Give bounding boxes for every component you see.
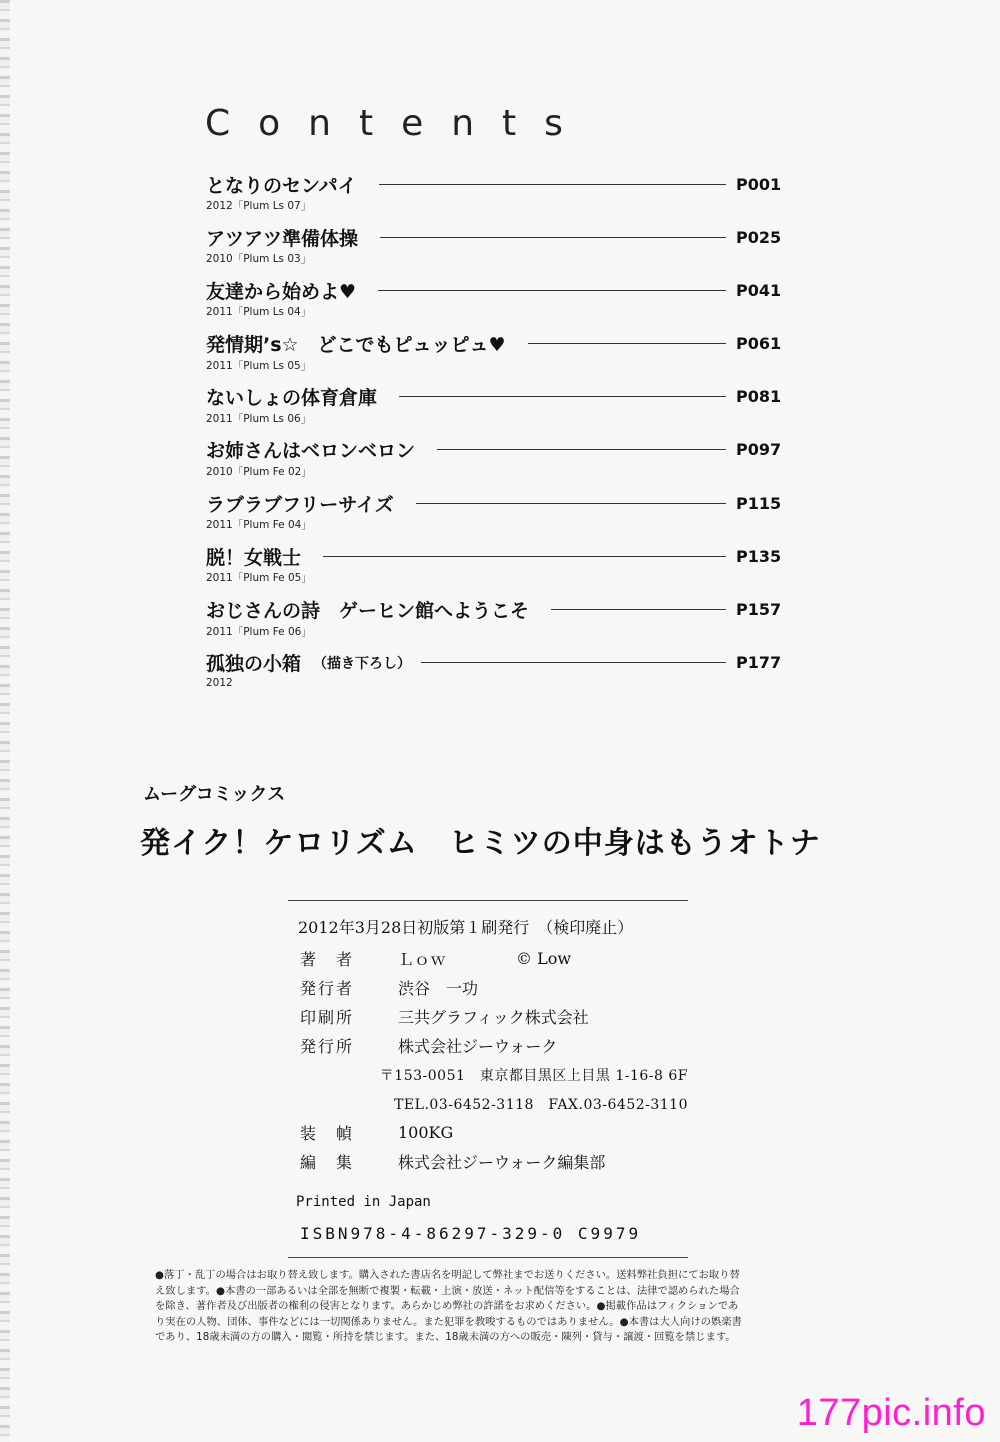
toc-source: 2011「Plum Fe 05」 xyxy=(206,572,312,585)
toc-entry-1[interactable] xyxy=(206,223,782,276)
toc-source: 2011「Plum Ls 05」 xyxy=(206,359,312,372)
publisher-phone-fax: TEL.03-6452-3118 FAX.03-6452-3110 xyxy=(394,1096,688,1113)
site-watermark: 177pic.info xyxy=(796,1392,986,1434)
toc-page-number: P041 xyxy=(736,280,782,300)
toc-leader-line xyxy=(378,290,726,291)
contents-heading: Contents xyxy=(205,103,591,144)
author-label: 著 者 xyxy=(300,950,355,969)
isbn: ISBN978-4-86297-329-0 C9979 xyxy=(300,1224,642,1243)
toc-entry-3[interactable] xyxy=(206,330,782,383)
toc-page-number: P061 xyxy=(736,334,782,354)
printer-value: 三共グラフィック株式会社 xyxy=(398,1008,589,1027)
toc-source: 2012「Plum Ls 07」 xyxy=(206,200,312,212)
toc-source: 2012 xyxy=(206,676,233,689)
publisher-value: 株式会社ジーウォーク xyxy=(398,1037,558,1056)
toc-title: 孤独の小箱 xyxy=(206,653,302,676)
copyright-notice: © Low xyxy=(516,949,572,968)
toc-page-number: P097 xyxy=(736,440,782,460)
toc-leader-line xyxy=(379,184,726,185)
toc-page-number: P001 xyxy=(736,174,782,194)
toc-leader-line xyxy=(323,556,726,557)
colophon-row-publisher xyxy=(288,1031,688,1060)
toc-leader-line xyxy=(551,609,726,610)
toc-leader-line xyxy=(528,343,726,344)
toc-title: お姉さんはベロンベロン xyxy=(206,440,416,463)
toc-source: 2011「Plum Ls 04」 xyxy=(206,306,312,319)
colophon-row-design xyxy=(288,1118,688,1147)
toc-entry-7[interactable] xyxy=(206,542,782,595)
toc-page-number: P135 xyxy=(736,546,782,566)
toc-title: ラブラブフリーサイズ xyxy=(206,493,394,516)
design-value: 100KG xyxy=(398,1123,454,1142)
series-name: ムーグコミックス xyxy=(143,784,286,805)
toc-entry-8[interactable] xyxy=(206,596,782,649)
toc-page-number: P177 xyxy=(736,653,782,673)
notice-line: を除き、著作者及び出版者の権利の侵害となります。あらかじめ弊社の許諾をお求めください。●掲載作品はフィクションであ xyxy=(155,1300,739,1312)
toc-entry-2[interactable] xyxy=(206,276,782,329)
publisher-label: 発行所 xyxy=(300,1037,355,1056)
toc-title: 発情期’s☆ どこでもピュッピュ♥ xyxy=(206,334,506,357)
publisher-person-label: 発行者 xyxy=(300,979,355,998)
editor-label: 編 集 xyxy=(300,1153,355,1172)
colophon-row-editor xyxy=(288,1147,688,1176)
toc-page-number: P157 xyxy=(736,600,782,619)
toc-entry-5[interactable] xyxy=(206,436,782,489)
toc-title: おじさんの詩 ゲーヒン館へようこそ xyxy=(206,600,530,622)
colophon-row-address xyxy=(288,1060,688,1089)
toc-entry-4[interactable] xyxy=(206,383,782,436)
colophon-row-author xyxy=(288,944,688,973)
toc-leader-line xyxy=(437,449,726,450)
toc-entry-6[interactable] xyxy=(206,489,782,542)
toc-title: 脱！女戦士 xyxy=(206,546,302,569)
toc-page-number: P081 xyxy=(736,387,782,407)
toc-entry-9[interactable] xyxy=(206,649,782,702)
toc-leader-line xyxy=(416,503,726,504)
notice-line: ●落丁・乱丁の場合はお取り替え致します。購入された書店名を明記して弊社までお送りください。送料弊社負担にてお取り替 xyxy=(155,1269,740,1281)
edition-date: 2012年3月28日初版第１刷発行 （検印廃止） xyxy=(298,918,634,937)
notice-line: え致します。●本書の一部あるいは全部を無断で複製・転載・上演・放送・ネット配信等をすることは、法律で認められた場合 xyxy=(155,1284,740,1297)
design-label: 装 幀 xyxy=(300,1124,355,1143)
toc-title: 友達から始めよ♥ xyxy=(206,280,357,303)
notice-line: り実在の人物、団体、事件などには一切関係ありません。また犯罪を教唆するものではありません。●本書は大人向けの娯楽書 xyxy=(155,1315,742,1328)
toc-source: 2010「Plum Ls 03」 xyxy=(206,253,312,266)
toc-leader-line xyxy=(399,396,726,397)
toc-entry-0[interactable] xyxy=(206,170,782,223)
author-value: Ｌｏｗ xyxy=(398,950,447,969)
colophon-row-printer xyxy=(288,1002,688,1031)
toc-title: となりのセンパイ xyxy=(206,174,357,197)
toc-page-number: P025 xyxy=(736,227,782,247)
toc-source: 2010「Plum Fe 02」 xyxy=(206,465,312,478)
page-edge-binding xyxy=(0,0,10,1442)
legal-notice xyxy=(155,1268,855,1346)
colophon-row-phone xyxy=(288,1089,688,1118)
publisher-address: 〒153-0051 東京都目黒区上目黒 1-16-8 6F xyxy=(379,1067,688,1084)
printed-in: Printed in Japan xyxy=(296,1194,431,1210)
publisher-person-value: 渋谷 一功 xyxy=(398,979,479,998)
colophon xyxy=(288,900,688,1258)
toc-title: アツアツ準備体操 xyxy=(206,227,359,250)
toc-leader-line xyxy=(421,662,726,663)
toc-leader-line xyxy=(380,237,726,238)
table-of-contents xyxy=(206,170,782,702)
colophon-row-publisher-person xyxy=(288,973,688,1002)
book-title: 発イク！ケロリズム ヒミツの中身はもうオトナ xyxy=(140,826,821,861)
toc-title: ないしょの体育倉庫 xyxy=(206,387,378,410)
printer-label: 印刷所 xyxy=(300,1008,355,1027)
toc-source: 2011「Plum Ls 06」 xyxy=(206,412,312,425)
editor-value: 株式会社ジーウォーク編集部 xyxy=(398,1153,606,1172)
toc-source: 2011「Plum Fe 06」 xyxy=(206,625,312,638)
toc-page-number: P115 xyxy=(736,493,782,513)
toc-source: 2011「Plum Fe 04」 xyxy=(206,519,312,532)
notice-line: であり、18歳未満の方の購入・閲覧・所持を禁じます。また、18歳未満の方への販売・陳列・貸与・譲渡・回覧を禁じます。 xyxy=(155,1331,736,1343)
toc-subtitle: （描き下ろし） xyxy=(313,655,412,672)
